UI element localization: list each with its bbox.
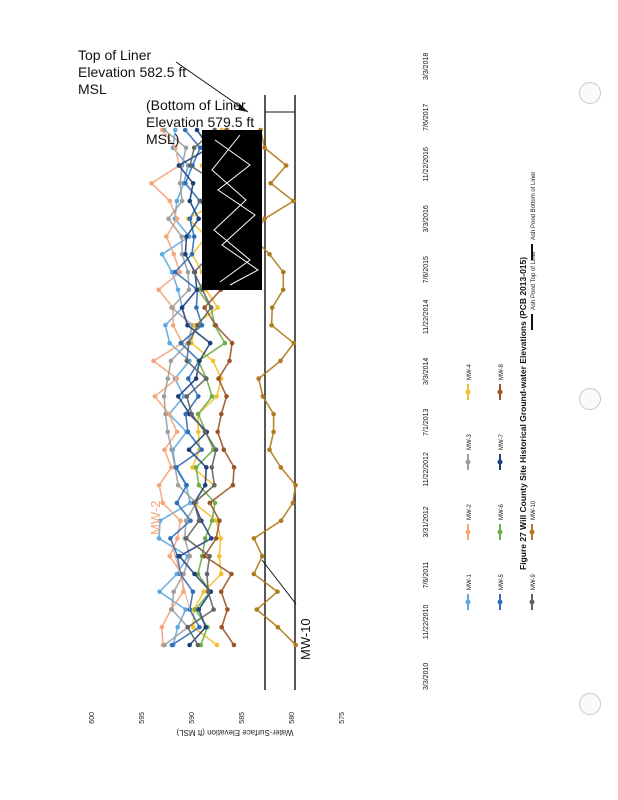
figure-caption: Figure 27 Will County Site Historical Ground-water Elevations (PCB 2013-015) [518,256,528,570]
x-tick-label: 7/6/2017 [423,103,430,131]
data-point-mw-2 [175,536,180,541]
annotation-bottom-liner: (Bottom of Liner [146,97,246,113]
data-point-mw-6 [197,483,202,488]
data-point-mw-4 [215,305,220,310]
data-point-mw-2 [164,234,169,239]
legend-label-mw-10: MW-10 [531,500,537,520]
data-point-mw-3 [162,643,167,648]
annotation-top-liner: Top of Liner [78,47,152,63]
data-point-mw-10 [284,163,289,168]
data-point-mw-9 [192,270,197,275]
data-point-mw-7 [177,554,182,559]
legend-label-mw-5: MW-5 [499,574,505,590]
x-tick-label: 3/3/2016 [423,205,430,233]
data-point-mw-7 [197,607,202,612]
x-tick-label: 11/22/2014 [423,299,430,335]
data-point-mw-5 [200,323,205,328]
data-point-mw-9 [214,447,219,452]
data-point-mw-3 [170,607,175,612]
data-point-mw-9 [207,554,212,559]
x-tick-label: 3/3/2010 [423,662,430,690]
data-point-mw-7 [196,217,201,222]
data-point-mw-7 [191,181,196,186]
legend-marker-mw-2 [466,530,471,535]
x-tick-label: 7/6/2011 [423,561,430,589]
data-point-mw-3 [179,234,184,239]
y-axis-title: Water-Surface Elevation (ft MSL) [176,728,294,737]
data-point-mw-4 [218,536,223,541]
data-point-mw-2 [167,554,172,559]
legend-label-mw-6: MW-6 [499,504,505,520]
data-point-mw-8 [219,412,224,417]
data-point-mw-10 [267,447,272,452]
data-point-mw-3 [169,447,174,452]
data-point-mw-5 [199,447,204,452]
legend-label-mw-4: MW-4 [467,364,473,380]
x-tick-label: 11/22/2016 [423,147,430,182]
y-tick-label: 575 [339,712,346,724]
annotation-top-liner: MSL [78,81,107,97]
data-point-mw-7 [197,359,202,364]
legend-marker-mw-5 [498,600,503,605]
data-point-mw-8 [217,518,222,523]
data-point-mw-9 [196,643,201,648]
data-point-mw-5 [191,589,196,594]
data-point-mw-9 [185,625,190,630]
data-point-mw-8 [231,483,236,488]
data-point-mw-7 [187,447,192,452]
x-tick-label: 3/3/2018 [423,52,430,80]
data-point-mw-5 [198,146,203,151]
data-point-mw-9 [195,323,200,328]
data-point-mw-7 [176,394,181,399]
data-point-mw-3 [166,217,171,222]
data-point-mw-8 [229,572,234,577]
data-point-mw-9 [209,305,214,310]
data-point-mw-9 [185,394,190,399]
data-point-mw-4 [215,643,220,648]
data-point-mw-1 [157,536,162,541]
data-point-mw-5 [186,430,191,435]
data-point-mw-2 [178,518,183,523]
data-point-mw-9 [206,589,211,594]
data-point-mw-6 [223,341,228,346]
data-point-mw-10 [292,341,297,346]
data-point-mw-1 [160,252,165,257]
data-point-mw-5 [188,217,193,222]
data-point-mw-10 [261,394,266,399]
data-point-mw-9 [211,607,216,612]
data-point-mw-7 [203,625,208,630]
data-point-mw-9 [185,359,190,364]
legend-label-mw-8: MW-8 [499,364,505,380]
x-tick-label: 11/22/2012 [423,452,430,487]
data-point-mw-1 [163,323,168,328]
legend-marker-mw-1 [466,600,471,605]
legend-marker-mw-8 [498,390,503,395]
data-point-mw-3 [186,270,191,275]
data-point-mw-10 [271,430,276,435]
data-point-mw-10 [262,217,267,222]
data-point-mw-5 [192,234,197,239]
data-point-mw-7 [194,376,199,381]
data-point-mw-7 [188,199,193,204]
legend-marker-mw-7 [498,460,503,465]
data-point-mw-3 [169,305,174,310]
data-point-mw-10 [279,465,284,470]
data-point-mw-1 [175,199,180,204]
x-tick-label: 3/31/2012 [423,506,430,538]
data-point-mw-9 [189,412,194,417]
data-point-mw-9 [192,146,197,151]
data-point-mw-2 [175,376,180,381]
data-point-mw-10 [281,270,286,275]
data-point-mw-10 [276,625,281,630]
y-tick-label: 600 [89,712,96,724]
data-point-mw-5 [184,483,189,488]
data-point-mw-3 [184,146,189,151]
data-point-mw-5 [173,270,178,275]
data-point-mw-5 [196,394,201,399]
annotation-bottom-liner: MSL) [146,131,180,147]
data-point-mw-6 [210,394,215,399]
data-point-mw-8 [232,465,237,470]
legend-marker-mw-4 [466,390,471,395]
data-point-mw-8 [232,643,237,648]
annotation-mw2: MW-2 [148,500,163,535]
data-point-mw-10 [260,554,265,559]
y-tick-label: 595 [139,712,146,724]
data-point-mw-5 [175,501,180,506]
legend-label-mw-7: MW-7 [499,434,505,450]
data-point-mw-9 [205,572,210,577]
data-point-mw-9 [192,501,197,506]
legend-marker-mw-10 [530,530,535,535]
data-point-mw-5 [188,518,193,523]
data-point-mw-2 [175,430,180,435]
data-point-mw-8 [214,536,219,541]
data-point-mw-3 [163,412,168,417]
data-point-mw-7 [204,465,209,470]
data-point-mw-8 [202,305,207,310]
data-point-mw-4 [211,359,216,364]
data-point-mw-10 [252,572,257,577]
data-point-mw-2 [175,217,180,222]
data-point-mw-6 [196,412,201,417]
data-point-mw-4 [191,625,196,630]
data-point-mw-1 [183,607,188,612]
data-point-mw-10 [268,181,273,186]
data-point-mw-5 [168,536,173,541]
data-point-mw-6 [213,501,218,506]
data-point-mw-3 [169,359,174,364]
data-point-mw-10 [254,607,259,612]
data-point-mw-3 [162,394,167,399]
data-point-mw-3 [187,288,192,293]
data-point-mw-3 [176,483,181,488]
data-point-mw-10 [275,589,280,594]
data-point-mw-10 [262,146,267,151]
data-point-mw-4 [196,430,201,435]
legend-marker-mw-3 [466,460,471,465]
data-point-mw-9 [184,536,189,541]
data-point-mw-4 [219,572,224,577]
legend-marker-mw-9 [530,600,535,605]
data-point-mw-3 [187,554,192,559]
data-point-mw-2 [160,625,165,630]
data-point-mw-2 [168,199,173,204]
data-point-mw-10 [271,412,276,417]
data-point-mw-7 [192,572,197,577]
data-point-mw-6 [203,536,208,541]
data-point-mw-7 [209,536,214,541]
data-point-mw-10 [293,483,298,488]
data-point-mw-4 [201,589,206,594]
y-tick-label: 590 [189,712,196,724]
x-tick-label: 11/22/2010 [423,604,430,640]
x-tick-label: 3/3/2014 [423,357,430,385]
data-point-mw-2 [162,447,167,452]
legend-label-mw-1: MW-1 [467,574,473,590]
data-point-mw-9 [204,376,209,381]
data-point-mw-10 [281,288,286,293]
data-point-mw-6 [194,465,199,470]
data-point-mw-7 [185,323,190,328]
data-point-mw-8 [219,589,224,594]
data-point-mw-10 [256,376,261,381]
data-point-mw-8 [222,447,227,452]
annotation-mw10: MW-10 [298,618,313,660]
data-point-mw-5 [194,305,199,310]
data-point-mw-5 [170,643,175,648]
data-point-mw-2 [172,252,177,257]
data-point-mw-8 [215,430,220,435]
data-point-mw-5 [179,341,184,346]
data-point-mw-3 [166,376,171,381]
legend-marker-mw-6 [498,530,503,535]
data-point-mw-10 [270,305,275,310]
data-point-mw-9 [197,518,202,523]
data-point-mw-4 [214,394,219,399]
data-point-mw-10 [269,323,274,328]
legend-label-mw-2: MW-2 [467,504,473,520]
data-point-mw-7 [195,288,200,293]
y-tick-label: 580 [289,712,296,724]
data-point-mw-1 [167,341,172,346]
data-point-mw-2 [171,323,176,328]
data-point-mw-9 [203,430,208,435]
data-point-mw-10 [291,199,296,204]
data-point-mw-10 [291,501,296,506]
data-point-mw-3 [171,589,176,594]
data-point-mw-7 [184,234,189,239]
data-point-mw-7 [203,483,208,488]
data-point-mw-10 [267,252,272,257]
data-point-mw-7 [208,341,213,346]
data-point-mw-5 [190,252,195,257]
legend-label-liner: Ash Pond Bottom of Liner [531,171,537,240]
data-point-mw-4 [217,554,222,559]
x-tick-label: 7/6/2015 [423,256,430,284]
data-point-mw-8 [230,341,235,346]
data-point-mw-10 [279,518,284,523]
data-point-mw-7 [183,252,188,257]
legend-label-mw-3: MW-3 [467,434,473,450]
data-point-mw-5 [183,181,188,186]
data-point-mw-2 [156,288,161,293]
data-point-mw-9 [187,341,192,346]
data-point-mw-1 [176,288,181,293]
data-point-mw-8 [225,607,230,612]
data-point-mw-2 [157,483,162,488]
data-point-mw-8 [219,625,224,630]
data-point-mw-5 [186,376,191,381]
data-point-mw-7 [177,163,182,168]
data-point-mw-3 [165,430,170,435]
data-point-mw-5 [197,625,202,630]
data-point-mw-8 [224,394,229,399]
x-tick-label: 7/1/2013 [423,408,430,436]
data-point-mw-3 [178,181,183,186]
legend-label-mw-9: MW-9 [531,574,537,590]
data-point-mw-8 [216,376,221,381]
data-point-mw-2 [149,181,154,186]
data-point-mw-8 [213,323,218,328]
data-point-mw-3 [180,199,185,204]
annotation-bottom-liner: Elevation 579.5 ft [146,114,255,130]
data-point-mw-9 [210,465,215,470]
annotation-top-liner: Elevation 582.5 ft [78,64,187,80]
data-point-mw-8 [227,359,232,364]
data-point-mw-2 [153,394,158,399]
data-point-mw-1 [157,589,162,594]
data-point-mw-7 [180,305,185,310]
data-point-mw-10 [252,536,257,541]
data-point-mw-9 [212,483,217,488]
annotation-mw10-leader [262,560,296,604]
data-point-mw-10 [278,359,283,364]
data-point-mw-6 [210,518,215,523]
data-point-mw-9 [188,163,193,168]
legend-label-liner: Ash Pond Top of Liner [531,251,537,310]
data-point-mw-7 [187,643,192,648]
data-point-mw-8 [208,501,213,506]
data-point-mw-1 [175,625,180,630]
data-point-mw-8 [202,554,207,559]
data-point-mw-5 [174,465,179,470]
y-tick-label: 585 [239,712,246,724]
data-point-mw-2 [151,359,156,364]
